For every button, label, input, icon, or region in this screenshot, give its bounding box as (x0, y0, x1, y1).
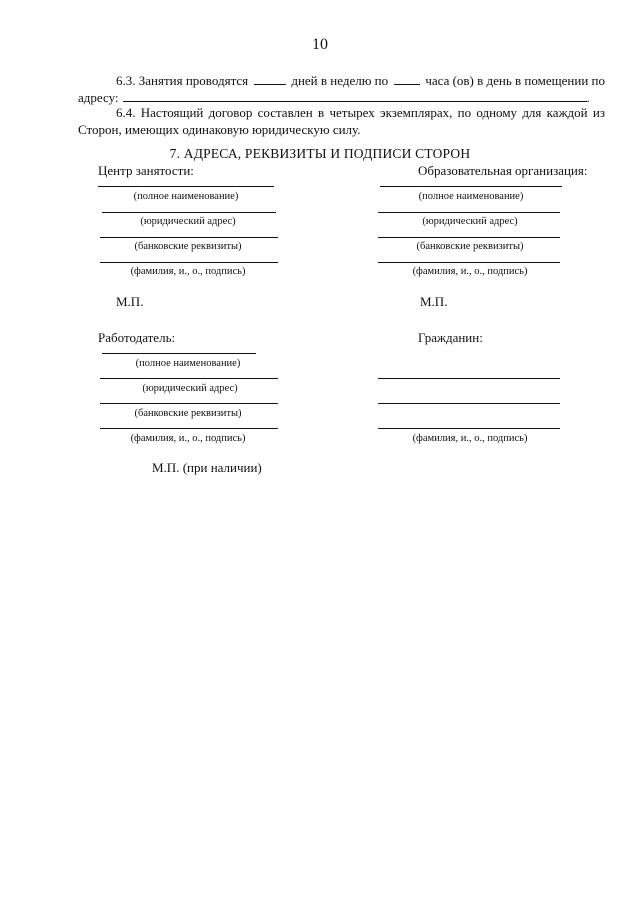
p63-text3: часа (ов) в день в помещении по (425, 73, 605, 88)
signature-line (378, 428, 560, 429)
p64-line1: 6.4. Настоящий договор составлен в четырех экземплярах, по одному для каждой из (116, 105, 605, 120)
caption-name-signature: (фамилия, и., о., подпись) (412, 266, 528, 277)
signature-line (378, 403, 560, 404)
page-number: 10 (312, 36, 328, 53)
paragraph-6-4 (78, 104, 605, 138)
caption-bank-details: (банковские реквизиты) (134, 408, 242, 419)
signature-line (100, 428, 278, 429)
signature-line (378, 237, 560, 238)
signature-line (100, 262, 278, 263)
p63-text1: 6.3. Занятия проводятся (116, 73, 249, 88)
caption-full-name: (полное наименование) (418, 191, 524, 202)
caption-legal-address: (юридический адрес) (142, 383, 238, 394)
signature-line (100, 237, 278, 238)
caption-bank-details: (банковские реквизиты) (416, 241, 524, 252)
signature-line (378, 262, 560, 263)
stamp-mark: М.П. (116, 294, 144, 309)
hours-count-blank (394, 72, 420, 85)
p64-line2: Сторон, имеющих одинаковую юридическую силу. (78, 122, 361, 137)
signature-line (378, 378, 560, 379)
caption-full-name: (полное наименование) (135, 358, 241, 369)
section-title: 7. АДРЕСА, РЕКВИЗИТЫ И ПОДПИСИ СТОРОН (169, 146, 471, 161)
caption-bank-details: (банковские реквизиты) (134, 241, 242, 252)
p63-text4: адресу: (78, 90, 119, 105)
signature-line (380, 186, 562, 187)
caption-legal-address: (юридический адрес) (422, 216, 518, 227)
caption-name-signature: (фамилия, и., о., подпись) (130, 433, 246, 444)
stamp-mark: М.П. (при наличии) (152, 460, 262, 475)
caption-legal-address: (юридический адрес) (140, 216, 236, 227)
stamp-mark: М.П. (420, 294, 448, 309)
caption-full-name: (полное наименование) (133, 191, 239, 202)
signature-line (102, 353, 256, 354)
signature-line (98, 186, 274, 187)
signature-line (100, 378, 278, 379)
signature-line (102, 212, 276, 213)
signature-line (100, 403, 278, 404)
employer-heading: Работодатель: (98, 330, 176, 345)
address-blank (123, 89, 587, 102)
signature-line (378, 212, 560, 213)
educational-org-heading: Образовательная организация: (418, 163, 588, 178)
days-count-blank (254, 72, 286, 85)
employment-center-heading: Центр занятости: (98, 163, 194, 178)
citizen-heading: Гражданин: (418, 330, 483, 345)
p63-text2: дней в неделю по (291, 73, 389, 88)
caption-name-signature: (фамилия, и., о., подпись) (130, 266, 246, 277)
paragraph-6-3: 6.3. Занятия проводятся дней в неделю по часа (ов) в день в помещении по адресу: . (78, 73, 605, 105)
caption-name-signature: (фамилия, и., о., подпись) (412, 433, 528, 444)
